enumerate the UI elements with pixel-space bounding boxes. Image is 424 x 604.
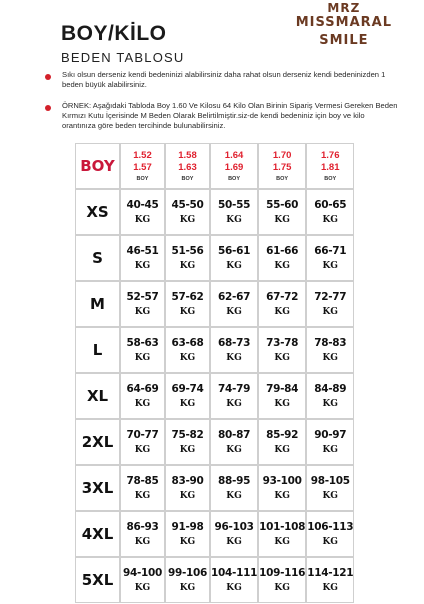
note-example: ÖRNEK: Aşağıdaki Tabloda Boy 1.60 Ve Kilosu 64 Kilo Olan Birinin Sipariş Vermesi Gereken Beden Kırmızı Kutu İçerisinde M Beden Olarak Belirtilmiştir.siz-de kendi bedeniniz için boy ve kilo orantınıza göre beden tercihinde bulunabilirsiniz. — [62, 101, 398, 130]
size-row — [76, 328, 353, 372]
weight-range: 106-113 — [307, 521, 354, 533]
size-row — [76, 282, 353, 326]
brand-name-line2: SMILE — [319, 33, 369, 48]
height-cell — [121, 144, 164, 188]
weight-cell — [307, 328, 353, 372]
weight-range: 62-67 — [218, 291, 251, 303]
weight-range: 83-90 — [171, 475, 204, 487]
weight-range: 85-92 — [266, 429, 299, 441]
weight-unit: KG — [226, 445, 242, 455]
height-from: 1.52 — [133, 150, 152, 161]
weight-unit: KG — [274, 583, 290, 593]
weight-range: 91-98 — [171, 521, 204, 533]
size-row — [76, 420, 353, 464]
weight-unit: KG — [274, 399, 290, 409]
weight-cell — [166, 328, 209, 372]
weight-range: 58-63 — [126, 337, 159, 349]
weight-cell — [307, 374, 353, 418]
weight-range: 66-71 — [314, 245, 347, 257]
page-subtitle: BEDEN TABLOSU — [61, 50, 185, 65]
weight-range: 46-51 — [126, 245, 159, 257]
weight-range: 84-89 — [314, 383, 347, 395]
weight-range: 70-77 — [126, 429, 159, 441]
weight-unit: KG — [322, 215, 338, 225]
weight-unit: KG — [274, 491, 290, 501]
weight-unit: KG — [322, 307, 338, 317]
size-label: 5XL — [76, 558, 119, 602]
weight-unit: KG — [134, 537, 151, 547]
weight-range: 45-50 — [171, 199, 204, 211]
height-from: 1.70 — [272, 150, 292, 161]
weight-range: 88-95 — [218, 475, 251, 487]
weight-range: 63-68 — [171, 337, 204, 349]
weight-unit: KG — [274, 261, 290, 271]
weight-cell — [121, 374, 164, 418]
weight-range: 56-61 — [218, 245, 251, 257]
weight-range: 78-83 — [314, 337, 347, 349]
weight-range: 64-69 — [126, 383, 159, 395]
weight-unit: KG — [134, 583, 151, 593]
weight-cell — [259, 420, 305, 464]
note-fit-advice: Sıkı olsun derseniz kendi bedeninizi alabilirsiniz daha rahat olsun derseniz kendi bedeninizden 1 beden büyük alabilirsiniz. — [62, 70, 386, 89]
height-cell — [211, 144, 257, 188]
weight-cell — [211, 236, 257, 280]
weight-cell — [211, 512, 257, 556]
weight-unit: KG — [274, 353, 290, 363]
weight-unit: KG — [226, 399, 242, 409]
weight-cell — [259, 466, 305, 510]
weight-cell — [259, 512, 305, 556]
weight-cell — [211, 328, 257, 372]
weight-unit: KG — [322, 261, 338, 271]
size-label: S — [76, 236, 119, 280]
brand-mark: MRZ — [327, 1, 361, 15]
weight-cell — [307, 190, 353, 234]
weight-unit: KG — [179, 445, 196, 455]
weight-cell — [307, 236, 353, 280]
weight-cell — [259, 558, 305, 602]
weight-unit: KG — [322, 583, 338, 593]
weight-cell — [166, 374, 209, 418]
weight-range: 50-55 — [218, 199, 251, 211]
weight-range: 80-87 — [218, 429, 251, 441]
weight-range: 96-103 — [214, 521, 254, 533]
weight-cell — [166, 190, 209, 234]
weight-cell — [166, 512, 209, 556]
height-cell — [259, 144, 305, 188]
weight-range: 99-106 — [167, 567, 208, 579]
weight-unit: KG — [179, 583, 196, 593]
height-header-row — [76, 144, 353, 188]
weight-range: 114-121 — [307, 567, 354, 579]
weight-unit: KG — [179, 307, 196, 317]
weight-unit: KG — [226, 491, 242, 501]
weight-unit: KG — [134, 261, 151, 271]
weight-unit: KG — [179, 215, 196, 225]
weight-unit: KG — [179, 261, 196, 271]
weight-cell — [259, 190, 305, 234]
weight-unit: KG — [134, 353, 151, 363]
weight-unit: KG — [179, 491, 196, 501]
weight-range: 72-77 — [314, 291, 347, 303]
weight-range: 57-62 — [171, 291, 204, 303]
size-row — [76, 512, 353, 556]
size-row — [76, 374, 353, 418]
weight-range: 52-57 — [126, 291, 159, 303]
weight-cell — [166, 558, 209, 602]
weight-range: 93-100 — [262, 475, 302, 487]
weight-cell — [307, 558, 353, 602]
weight-unit: KG — [179, 399, 196, 409]
weight-cell — [121, 328, 164, 372]
weight-unit: KG — [134, 399, 151, 409]
height-to: 1.57 — [133, 162, 152, 173]
height-to: 1.69 — [224, 162, 244, 173]
weight-unit: KG — [274, 215, 290, 225]
height-from: 1.64 — [224, 150, 244, 161]
weight-range: 94-100 — [122, 567, 163, 579]
weight-range: 79-84 — [266, 383, 299, 395]
height-unit: BOY — [276, 176, 289, 182]
weight-unit: KG — [274, 537, 290, 547]
weight-cell — [307, 282, 353, 326]
size-label: XS — [76, 190, 119, 234]
weight-unit: KG — [322, 445, 338, 455]
bullet-icon — [45, 74, 51, 80]
weight-cell — [211, 558, 257, 602]
height-to: 1.81 — [320, 162, 340, 173]
weight-cell — [166, 236, 209, 280]
weight-cell — [211, 374, 257, 418]
weight-range: 68-73 — [218, 337, 251, 349]
weight-unit: KG — [179, 353, 196, 363]
weight-cell — [121, 190, 164, 234]
weight-range: 109-116 — [259, 567, 306, 579]
weight-range: 90-97 — [314, 429, 347, 441]
weight-range: 55-60 — [266, 199, 299, 211]
weight-range: 73-78 — [266, 337, 299, 349]
size-row — [76, 236, 353, 280]
weight-cell — [259, 374, 305, 418]
weight-cell — [211, 190, 257, 234]
weight-cell — [166, 282, 209, 326]
weight-unit: KG — [226, 353, 242, 363]
weight-range: 61-66 — [266, 245, 299, 257]
weight-unit: KG — [179, 537, 196, 547]
size-row — [76, 466, 353, 510]
weight-cell — [259, 328, 305, 372]
weight-range: 86-93 — [126, 521, 159, 533]
weight-cell — [121, 466, 164, 510]
brand-logo — [296, 2, 392, 50]
weight-range: 51-56 — [171, 245, 204, 257]
weight-unit: KG — [226, 307, 242, 317]
weight-range: 98-105 — [310, 475, 350, 487]
weight-cell — [211, 466, 257, 510]
weight-unit: KG — [134, 491, 151, 501]
size-label: 2XL — [76, 420, 119, 464]
boy-header-cell: BOY — [76, 144, 119, 188]
weight-cell — [307, 512, 353, 556]
size-label: L — [76, 328, 119, 372]
weight-cell — [121, 512, 164, 556]
weight-cell — [121, 558, 164, 602]
weight-unit: KG — [322, 537, 338, 547]
height-from: 1.76 — [320, 150, 340, 161]
weight-unit: KG — [134, 215, 151, 225]
weight-cell — [121, 420, 164, 464]
weight-range: 74-79 — [218, 383, 251, 395]
height-unit: BOY — [136, 176, 149, 182]
weight-cell — [121, 282, 164, 326]
height-to: 1.75 — [272, 162, 292, 173]
size-row — [76, 190, 353, 234]
weight-range: 101-108 — [259, 521, 306, 533]
weight-cell — [259, 236, 305, 280]
height-unit: BOY — [228, 176, 240, 182]
height-cell — [307, 144, 353, 188]
height-from: 1.58 — [178, 150, 197, 161]
weight-unit: KG — [134, 307, 151, 317]
height-to: 1.63 — [178, 162, 197, 173]
weight-unit: KG — [322, 353, 338, 363]
weight-cell — [307, 466, 353, 510]
weight-unit: KG — [134, 445, 151, 455]
weight-unit: KG — [274, 445, 290, 455]
weight-range: 60-65 — [314, 199, 347, 211]
size-label: 4XL — [76, 512, 119, 556]
size-row — [76, 558, 353, 602]
weight-range: 75-82 — [171, 429, 204, 441]
weight-cell — [211, 420, 257, 464]
height-unit: BOY — [324, 176, 337, 182]
weight-cell — [307, 420, 353, 464]
bullet-icon — [45, 105, 51, 111]
weight-unit: KG — [322, 399, 338, 409]
weight-cell — [166, 420, 209, 464]
height-cell — [166, 144, 209, 188]
weight-cell — [121, 236, 164, 280]
weight-range: 67-72 — [266, 291, 299, 303]
weight-range: 78-85 — [126, 475, 159, 487]
weight-unit: KG — [226, 261, 242, 271]
weight-range: 40-45 — [126, 199, 159, 211]
weight-unit: KG — [226, 215, 242, 225]
weight-unit: KG — [226, 583, 242, 593]
weight-cell — [259, 282, 305, 326]
weight-cell — [211, 282, 257, 326]
brand-name-line1: MISSMARAL — [295, 15, 392, 30]
weight-unit: KG — [274, 307, 290, 317]
size-label: XL — [76, 374, 119, 418]
weight-cell — [166, 466, 209, 510]
size-label: M — [76, 282, 119, 326]
page-title: BOY/KİLO — [61, 22, 167, 45]
weight-unit: KG — [322, 491, 338, 501]
height-unit: BOY — [181, 176, 194, 182]
weight-range: 104-111 — [211, 567, 258, 579]
size-label: 3XL — [76, 466, 119, 510]
size-chart-table — [74, 142, 355, 604]
weight-range: 69-74 — [171, 383, 204, 395]
weight-unit: KG — [226, 537, 242, 547]
